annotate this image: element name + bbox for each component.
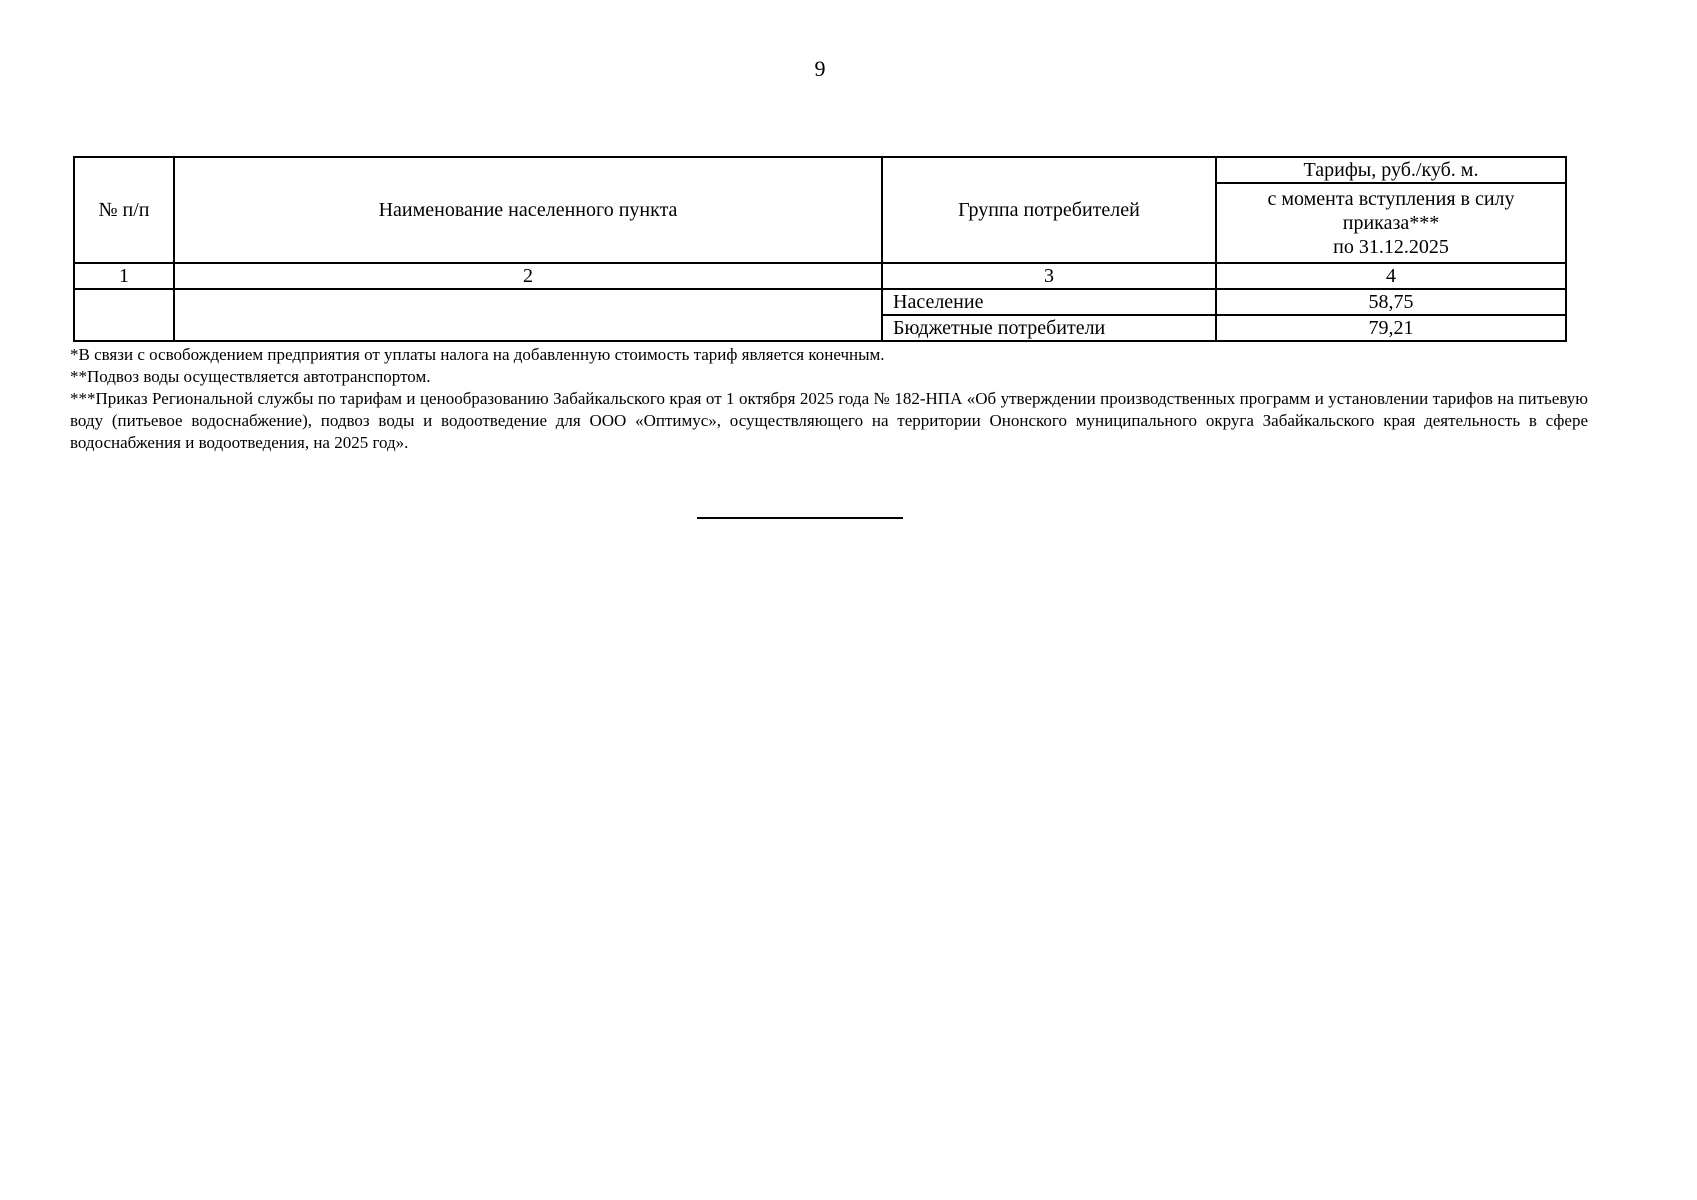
header-consumer-group: Группа потребителей	[882, 157, 1216, 263]
row-settlement-cell	[174, 289, 882, 341]
column-number: 1	[74, 263, 174, 289]
column-number: 2	[174, 263, 882, 289]
footnote-vat: *В связи с освобождением предприятия от уплаты налога на добавленную стоимость тариф является конечным.	[70, 345, 885, 364]
column-number-row	[74, 263, 1566, 289]
table-row	[74, 289, 1566, 315]
header-period-line2: по 31.12.2025	[1333, 236, 1449, 258]
footnotes	[70, 344, 1588, 454]
column-number: 4	[1216, 263, 1566, 289]
row-consumer-group: Бюджетные потребители	[882, 315, 1216, 341]
row-tariff-value: 58,75	[1216, 289, 1566, 315]
table-header-row	[74, 157, 1566, 183]
tariff-table	[73, 156, 1567, 342]
row-consumer-group: Население	[882, 289, 1216, 315]
column-number: 3	[882, 263, 1216, 289]
header-settlement-name: Наименование населенного пункта	[174, 157, 882, 263]
header-period	[1216, 183, 1566, 263]
page-number: 9	[814, 56, 826, 81]
header-period-line1: с момента вступления в силу приказа***	[1267, 188, 1515, 234]
header-num: № п/п	[74, 157, 174, 263]
row-tariff-value: 79,21	[1216, 315, 1566, 341]
header-tariffs: Тарифы, руб./куб. м.	[1216, 157, 1566, 183]
footnote-order-reference: ***Приказ Региональной службы по тарифам и ценообразованию Забайкальского края от 1 октября 2025 года № 182-НПА «Об утверждении производственных программ и установлении тарифов на питьевую воду (питьевое водоснабжение), подвоз воды и водоотведение для ООО «Оптимус», осуществляющего на территории Ононского муниципального округа Забайкальского края деятельность в сфере водоснабжения и водоотведения, на 2025 год».	[70, 389, 1588, 452]
row-num-cell	[74, 289, 174, 341]
end-separator-line	[697, 517, 903, 519]
footnote-water-delivery: **Подвоз воды осуществляется автотранспортом.	[70, 367, 431, 386]
